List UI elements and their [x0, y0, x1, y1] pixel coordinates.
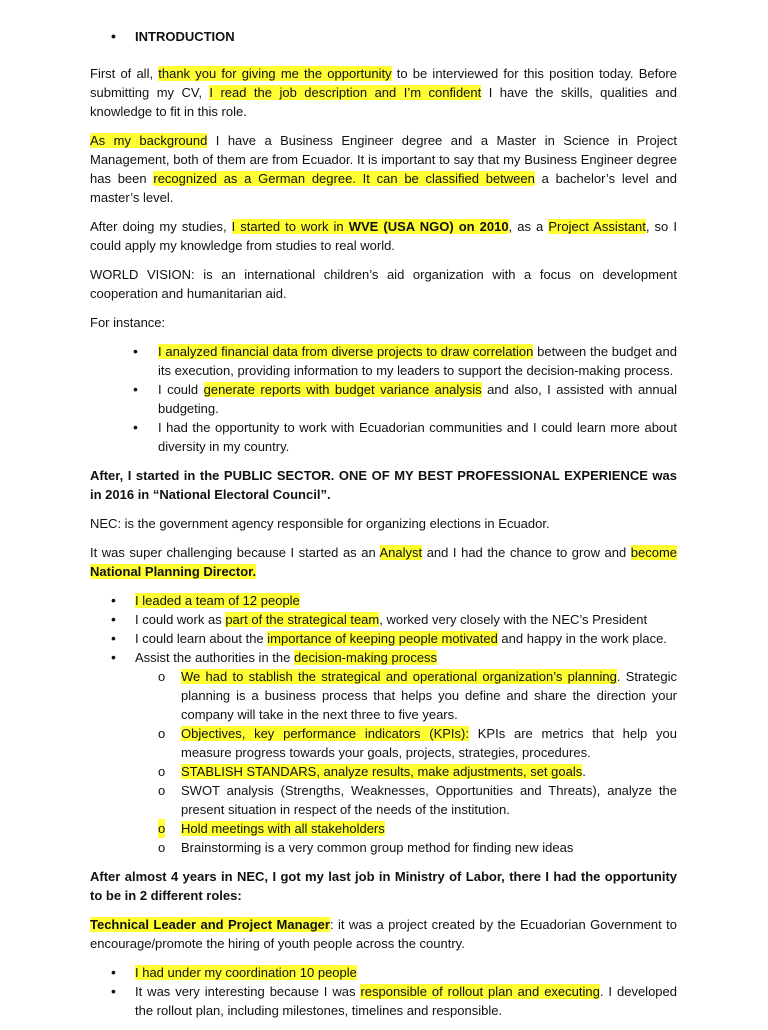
highlight: We had to stablish the strategical and operational organization’s planning: [181, 669, 617, 684]
list-item: • I analyzed financial data from diverse projects to draw correlation between the budget and its execution, providing information to my leaders to support the decision-making process.: [90, 342, 677, 380]
paragraph-for-instance: For instance:: [90, 315, 166, 330]
highlight: STABLISH STANDARS, analyze results, make adjustments, set goals: [181, 764, 583, 779]
sublist-decision-making: [90, 667, 677, 857]
highlight: decision-making process: [293, 650, 438, 665]
sublist-item: o Objectives, key performance indicators (KPIs): KPIs are metrics that help you measure progress towards your goals, projects, strategies, procedures.: [90, 724, 677, 762]
sublist-item: o SWOT analysis (Strengths, Weaknesses, Opportunities and Threats), analyze the present situation in respect of the needs of the institution.: [90, 781, 677, 819]
highlight: As my background: [90, 133, 208, 148]
highlight: responsible of rollout plan and executing: [360, 984, 600, 999]
highlight: I analyzed financial data from diverse projects to draw correlation: [158, 344, 534, 359]
list-world-vision-tasks: [90, 342, 677, 456]
highlight: Hold meetings with all stakeholders: [181, 821, 385, 836]
sublist-item: o STABLISH STANDARS, analyze results, make adjustments, set goals.: [90, 762, 677, 781]
highlight: thank you for giving me the opportunity: [158, 66, 392, 81]
paragraph-opening: First of all, thank you for giving me the opportunity to be interviewed for this position today. Before submitting my CV, I read the job description and I’m confident I have the skills, qualities and knowledge to fit in this role.: [90, 66, 677, 119]
list-item: • I could learn about the importance of keeping people motivated and happy in the work place.: [90, 629, 677, 648]
highlight: importance of keeping people motivated: [267, 631, 498, 646]
highlight: Project Assistant: [548, 219, 646, 234]
document-page: [90, 27, 677, 1030]
highlight: I had under my coordination 10 people: [135, 965, 357, 980]
highlight: I started to work in WVE (USA NGO) on 2010: [231, 219, 509, 234]
paragraph-ministry-of-labor: After almost 4 years in NEC, I got my last job in Ministry of Labor, there I had the opportunity to be in 2 different roles:: [90, 869, 677, 903]
highlight: part of the strategical team: [225, 612, 380, 627]
highlight: Analyst: [379, 545, 423, 560]
highlight: Objectives, key performance indicators (KPIs):: [181, 726, 469, 741]
list-ministry-tasks: [90, 963, 677, 1020]
list-item: • I had the opportunity to work with Ecuadorian communities and I could learn more about diversity in my country.: [90, 418, 677, 456]
paragraph-analyst: It was super challenging because I started as an Analyst and I had the chance to grow and become National Planning Director.: [90, 545, 677, 579]
highlight: I leaded a team of 12 people: [135, 593, 300, 608]
list-item: • I could generate reports with budget variance analysis and also, I assisted with annual budgeting.: [90, 380, 677, 418]
introduction-heading: • INTRODUCTION: [90, 27, 677, 46]
paragraph-first-job: After doing my studies, I started to work in WVE (USA NGO) on 2010, as a Project Assistant, so I could apply my knowledge from studies to real world.: [90, 219, 677, 253]
list-item: • Assist the authorities in the decision-making process o We had to stablish the strategical and operational organization’s planning. Strategic planning is a business process that helps you define and share the direction your company will take in the next three to five years. o Objectives, key performance indicators (KPIs): KPIs are metrics that help you measure progress towards your goals, projects, strategies, procedures. o STABLISH STANDARS, analyze results, make adjustments, set goals. o SWOT analysis (Strengths, Weaknesses, Opportunities and Threats), analyze the present situation in respect of the needs of the institution. o Hold meetings with all stakeholders o Brainstorming is a very common group method for finding new ideas: [90, 648, 677, 857]
highlight: generate reports with budget variance analysis: [203, 382, 482, 397]
highlight: I read the job description and I’m confident: [209, 85, 482, 100]
paragraph-world-vision: WORLD VISION: is an international children’s aid organization with a focus on development cooperation and humanitarian aid.: [90, 267, 677, 301]
sublist-item: o Brainstorming is a very common group method for finding new ideas: [90, 838, 677, 857]
paragraph-background: As my background I have a Business Engineer degree and a Master in Science in Project Management, both of them are from Ecuador. It is important to say that my Business Engineer degree has been recognized as a German degree. It can be classified between a bachelor’s level and master’s level.: [90, 133, 678, 205]
paragraph-nec: NEC: is the government agency responsible for organizing elections in Ecuador.: [90, 516, 550, 531]
sublist-item: [90, 819, 677, 838]
list-item: [90, 591, 677, 610]
sublist-item: o We had to stablish the strategical and operational organization’s planning. Strategic planning is a business process that helps you define and share the direction your company will take in the next three to five years.: [90, 667, 677, 724]
highlight: recognized as a German degree. It can be classified between: [153, 171, 535, 186]
highlight: National Planning Director.: [90, 564, 257, 579]
paragraph-public-sector: After, I started in the PUBLIC SECTOR. ONE OF MY BEST PROFESSIONAL EXPERIENCE was in 2016 in “National Electoral Council”.: [90, 468, 677, 502]
list-item: [90, 963, 677, 982]
list-item: • I could work as part of the strategical team, worked very closely with the NEC’s President: [90, 610, 677, 629]
highlight: become: [630, 545, 677, 560]
highlight: Technical Leader and Project Manager: [90, 917, 330, 932]
list-item: • It was very interesting because I was responsible of rollout plan and executing. I developed the rollout plan, including milestones, timelines and responsible.: [90, 982, 677, 1020]
paragraph-technical-leader: Technical Leader and Project Manager: it was a project created by the Ecuadorian Government to encourage/promote the hiring of youth people across the country.: [90, 917, 677, 951]
list-nec-achievements: [90, 591, 677, 857]
